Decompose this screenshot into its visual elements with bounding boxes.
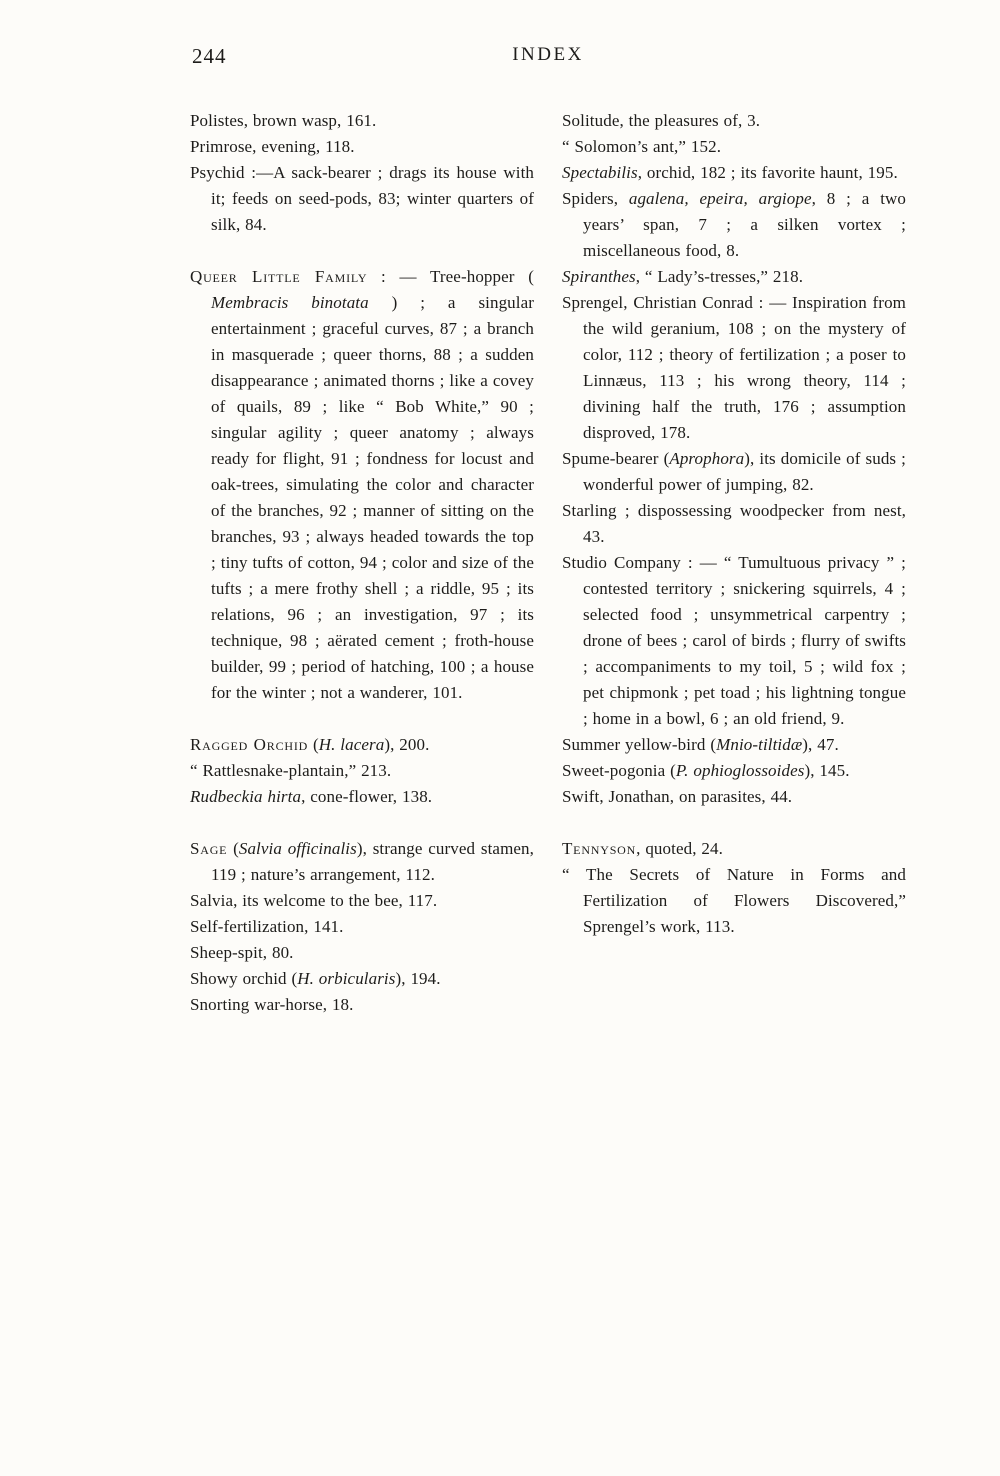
index-entry xyxy=(190,108,534,134)
entry-text: “ Solomon’s ant,” 152. xyxy=(562,137,722,156)
entry-text: ( xyxy=(308,735,319,754)
entry-text: Starling ; dispossessing woodpecker from nest, 43. xyxy=(562,501,906,546)
index-entry xyxy=(562,498,906,550)
entry-text-italic: Salvia officinalis xyxy=(238,839,357,858)
entry-text: Sheep-spit, 80. xyxy=(190,943,294,962)
index-entry xyxy=(562,108,906,134)
entry-text: , quoted, 24. xyxy=(636,839,723,858)
index-entry xyxy=(190,966,534,992)
entry-text: , 8 ; a two years’ span, 7 ; a silken vortex ; miscellaneous food, 8. xyxy=(583,189,907,260)
entry-text: “ Rattlesnake-plantain,” 213. xyxy=(190,761,392,780)
entry-text: ) ; a singular entertainment ; graceful curves, 87 ; a branch in masquerade ; queer thorns, 88 ; a sudden disappearance ; animated thorns ; like a covey of quails, 89 ; like “ Bob White,” 90 ; singular agility ; queer anatomy ; always ready for flight, 91 ; fondness for locust and oak-trees, simulating the color and character of the branches, 92 ; manner of sitting on the branches, 93 ; always headed towards the top ; tiny tufts of cotton, 94 ; color and size of the tufts ; a mere frothy shell ; a riddle, 95 ; its relations, 96 ; an investigation, 97 ; its technique, 98 ; aërated cement ; froth-house builder, 99 ; period of hatching, 100 ; a house for the winter ; not a wanderer, 101. xyxy=(211,293,535,702)
index-entry xyxy=(562,290,906,446)
entry-text: Studio Company : — “ Tumultuous privacy ” ; contested territory ; snickering squirrels, 4 ; selected food ; unsymmetrical carpentry ; drone of bees ; carol of birds ; flurry of swifts ; accompaniments to my toil, 5 ; wild fox ; pet chipmonk ; pet toad ; his lightning tongue ; home in a bowl, 6 ; an old friend, 9. xyxy=(562,553,906,728)
entry-text-italic: H. orbicularis xyxy=(297,969,396,988)
entry-text: Solitude, the pleasures of, 3. xyxy=(562,111,761,130)
page-header xyxy=(190,44,906,78)
entry-text: ), 194. xyxy=(395,969,441,988)
entry-text: ( xyxy=(227,839,239,858)
entry-text: Summer yellow-bird ( xyxy=(562,735,717,754)
index-entry xyxy=(562,186,906,264)
entry-text: , cone-flower, 138. xyxy=(301,787,433,806)
entry-text: ), 200. xyxy=(384,735,430,754)
index-entry xyxy=(190,992,534,1018)
index-entry xyxy=(190,784,534,810)
index-entry xyxy=(190,160,534,238)
entry-text: Sprengel, Christian Conrad : — Inspiration from the wild geranium, 108 ; on the mystery of color, 112 ; theory of fertilization ; a poser to Linnæus, 113 ; his wrong theory, 114 ; divining half the truth, 176 ; assumption disproved, 178. xyxy=(562,293,906,442)
index-entry xyxy=(562,264,906,290)
entry-text: : — Tree-hopper ( xyxy=(367,267,534,286)
index-entry xyxy=(562,550,906,732)
index-columns xyxy=(190,108,906,1018)
index-entry xyxy=(190,732,534,758)
index-entry xyxy=(562,784,906,810)
index-column-left xyxy=(190,108,534,1018)
entry-text: Spiders, xyxy=(562,189,629,208)
entry-text: Spume-bearer ( xyxy=(562,449,670,468)
entry-text: Showy orchid ( xyxy=(190,969,298,988)
entry-headword: Queer Little Family xyxy=(190,267,368,286)
index-entry xyxy=(190,888,534,914)
entry-text-italic: Spectabilis xyxy=(562,163,638,182)
entry-text: ), strange curved stamen, 119 ; nature’s arrangement, 112. xyxy=(211,839,534,884)
entry-text: Polistes, brown wasp, 161. xyxy=(190,111,377,130)
entry-text: Primrose, evening, 118. xyxy=(190,137,355,156)
index-column-right xyxy=(562,108,906,1018)
entry-text-italic: Mnio-tiltidæ xyxy=(716,735,803,754)
entry-headword: Ragged Orchid xyxy=(190,735,309,754)
entry-text: Self-fertilization, 141. xyxy=(190,917,344,936)
entry-text: Salvia, its welcome to the bee, 117. xyxy=(190,891,438,910)
index-entry xyxy=(562,862,906,940)
index-entry xyxy=(562,160,906,186)
index-entry xyxy=(190,940,534,966)
entry-text: “ The Secrets of Nature in Forms and Fertilization of Flowers Discovered,” Sprengel’s work, 113. xyxy=(562,865,906,936)
entry-text-italic: Spiranthes xyxy=(562,267,636,286)
entry-text-italic: Membracis binotata xyxy=(211,293,369,312)
entry-text: , orchid, 182 ; its favorite haunt, 195. xyxy=(637,163,898,182)
index-entry xyxy=(562,758,906,784)
entry-text: Swift, Jonathan, on parasites, 44. xyxy=(562,787,793,806)
page-title: INDEX xyxy=(512,44,584,65)
index-entry xyxy=(190,134,534,160)
entry-text-italic: H. lacera xyxy=(318,735,385,754)
entry-text-italic: Aprophora xyxy=(669,449,745,468)
page-number: 244 xyxy=(192,44,227,68)
entry-text: Snorting war-horse, 18. xyxy=(190,995,354,1014)
index-entry xyxy=(190,914,534,940)
index-entry xyxy=(190,758,534,784)
index-entry xyxy=(562,446,906,498)
index-entry xyxy=(562,732,906,758)
index-entry xyxy=(562,836,906,862)
entry-text: ), its domicile of suds ; wonderful power of jumping, 82. xyxy=(583,449,906,494)
entry-headword: Sage xyxy=(190,839,228,858)
entry-text-italic: Rudbeckia hirta xyxy=(190,787,302,806)
entry-text-italic: P. ophioglossoides xyxy=(675,761,805,780)
entry-text-italic: agalena, epeira, argiope xyxy=(628,189,812,208)
index-entry xyxy=(562,134,906,160)
entry-text: ), 145. xyxy=(804,761,850,780)
entry-text: Psychid :—A sack-bearer ; drags its house with it; feeds on seed-pods, 83; winter quarters of silk, 84. xyxy=(190,163,534,234)
entry-text: Sweet-pogonia ( xyxy=(562,761,676,780)
entry-text: ), 47. xyxy=(802,735,839,754)
entry-headword: Tennyson xyxy=(562,839,637,858)
index-entry xyxy=(190,264,534,706)
index-entry xyxy=(190,836,534,888)
entry-text: , “ Lady’s-tresses,” 218. xyxy=(635,267,804,286)
